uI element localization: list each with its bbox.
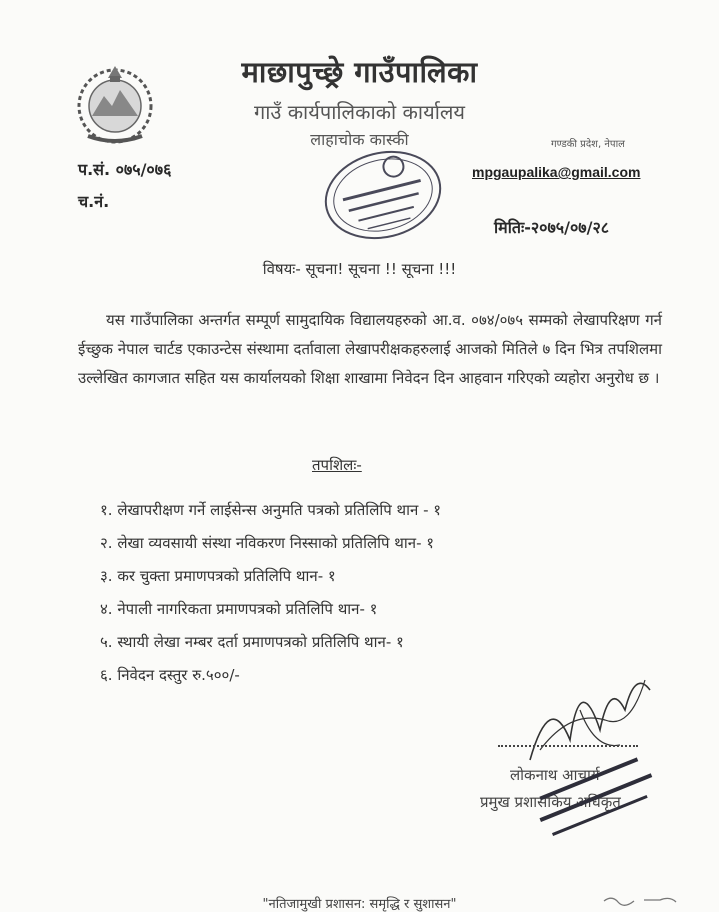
reference-number: प.सं. ०७५/०७६ bbox=[78, 160, 172, 179]
office-name: गाउँ कार्यपालिकाको कार्यालय bbox=[253, 100, 466, 124]
notice-body: यस गाउँपालिका अन्तर्गत सम्पूर्ण सामुदायिक विद्यालयहरुको आ.व. ०७४/०७५ सम्मको लेखापरिक्षण गर्न ईच्छुक नेपाल चार्टड एकाउन्टेस संस्थामा दर्तावाला लेखापरीक्षकहरुलाई आजको मितिले ७ दिन भित्र तपशिलमा उल्लेखित कागजात सहित यस कार्यालयको शिक्षा शाखामा निवेदन दिन आहवान गरिएको व्यहोरा अनुरोध छ । bbox=[78, 311, 662, 387]
organization-name: माछापुच्छ्रे गाउँपालिका bbox=[241, 55, 478, 89]
list-item: ३. कर चुक्ता प्रमाणपत्रको प्रतिलिपि थान- १ bbox=[100, 567, 336, 585]
dispatch-number: च.नं. bbox=[78, 192, 110, 211]
list-item: १. लेखापरीक्षण गर्ने लाईसेन्स अनुमति पत्रको प्रतिलिपि थान - १ bbox=[100, 501, 442, 519]
signature-stamp-icon bbox=[522, 748, 667, 838]
list-item: ४. नेपाली नागरिकता प्रमाणपत्रको प्रतिलिपि थान- १ bbox=[100, 600, 378, 618]
details-list bbox=[100, 494, 441, 692]
email-address: mpgaupalika@gmail.com bbox=[472, 164, 641, 180]
footer-motto: "नतिजामुखी प्रशासन: समृद्धि र सुशासन" bbox=[262, 897, 457, 912]
signature-line bbox=[498, 745, 638, 747]
subject-line: विषयः- सूचना! सूचना !! सूचना !!! bbox=[262, 260, 457, 278]
handwritten-mark bbox=[600, 893, 680, 907]
office-stamp-icon bbox=[318, 140, 448, 250]
details-heading: तपशिलः- bbox=[312, 456, 362, 474]
signer-name: लोकनाथ आचार्य bbox=[510, 766, 600, 784]
list-item: २. लेखा व्यवसायी संस्था नविकरण निस्साको प्रतिलिपि थान- १ bbox=[100, 534, 435, 552]
signer-title: प्रमुख प्रशासकिय अधिकृत bbox=[480, 793, 621, 811]
province-label: गण्डकी प्रदेश, नेपाल bbox=[551, 139, 625, 150]
list-item: ६. निवेदन दस्तुर रु.५००/- bbox=[100, 666, 240, 684]
list-item: ५. स्थायी लेखा नम्बर दर्ता प्रमाणपत्रको प्रतिलिपि थान- १ bbox=[100, 633, 404, 651]
office-address: लाहाचोक कास्की bbox=[310, 130, 409, 149]
letter-date: मितिः-२०७५/०७/२८ bbox=[494, 218, 610, 237]
